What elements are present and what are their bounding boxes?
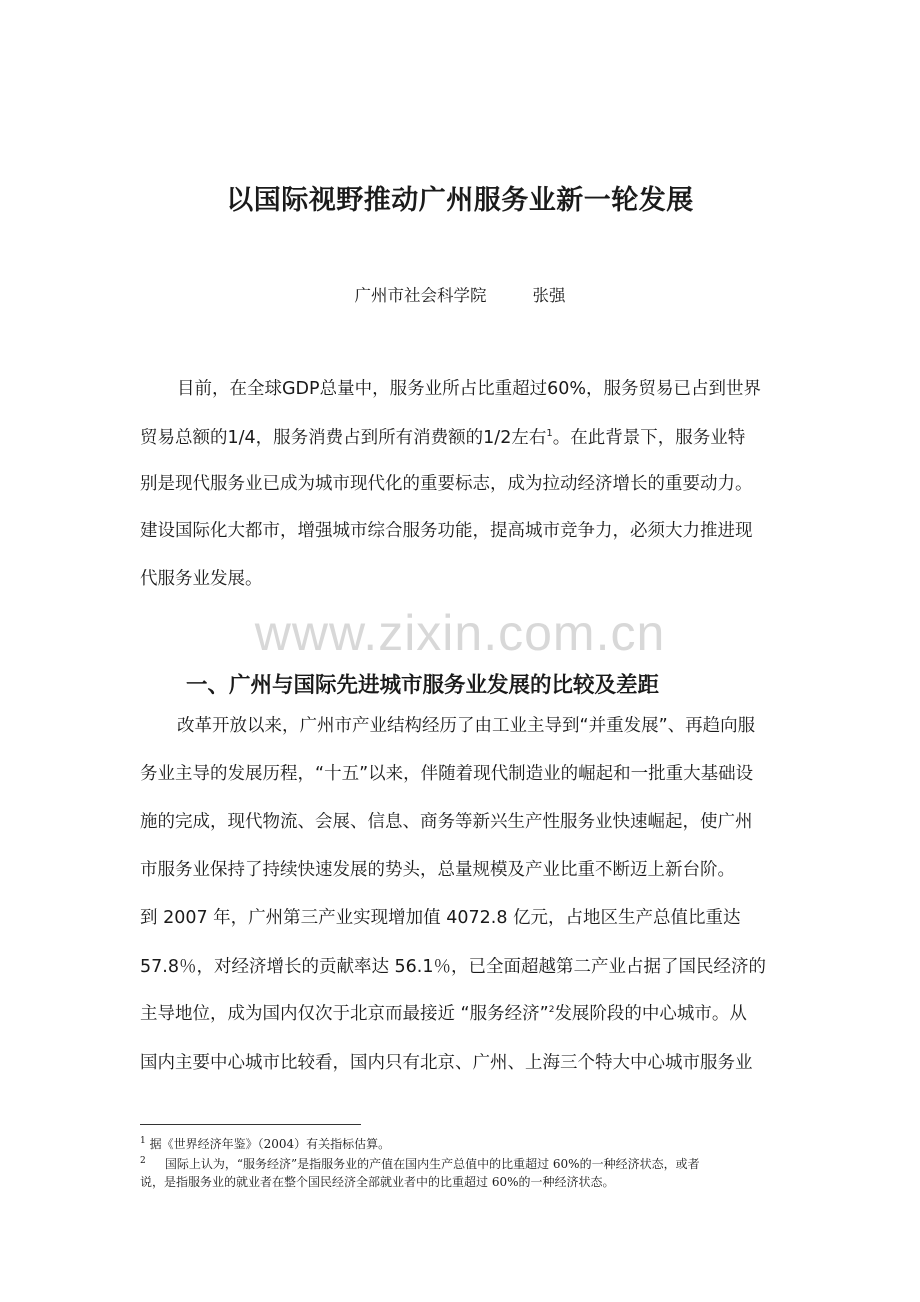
section-heading: 一、广州与国际先进城市服务业发展的比较及差距 xyxy=(186,673,660,698)
text-run: 。在此背景下，服务业特 xyxy=(552,428,746,448)
paragraph-line: 到 2007 年，广州第三产业实现增加值 4072.8 亿元，占地区生产总值比重达 xyxy=(140,908,741,928)
paragraph-line: 务业主导的发展历程，“十五”以来，伴随着现代制造业的崛起和一批重大基础设 xyxy=(140,764,754,784)
watermark: www.zixin.com.cn xyxy=(254,605,666,661)
paragraph-line: 施的完成，现代物流、会展、信息、商务等新兴生产性服务业快速崛起，使广州 xyxy=(140,812,753,832)
text-run: 发展阶段的中心城市。从 xyxy=(554,1004,747,1024)
paragraph-line: 市服务业保持了持续快速发展的势头，总量规模及产业比重不断迈上新台阶。 xyxy=(140,860,735,880)
footnote-ref-2[interactable]: 2 xyxy=(548,1005,555,1016)
paragraph-line: 目前，在全球GDP总量中，服务业所占比重超过60%，服务贸易已占到世界 xyxy=(177,379,761,399)
footnote-text: 据《世界经济年鉴》（2004）有关指标估算。 xyxy=(149,1137,391,1151)
paragraph-line: 代服务业发展。 xyxy=(140,569,263,589)
paragraph-line: 别是现代服务业已成为城市现代化的重要标志，成为拉动经济增长的重要动力。 xyxy=(140,474,753,494)
footnote-2 xyxy=(140,1155,700,1173)
paragraph-line: 国内主要中心城市比较看，国内只有北京、广州、上海三个特大中心城市服务业 xyxy=(140,1053,753,1073)
document-title: 以国际视野推动广州服务业新一轮发展 xyxy=(226,185,694,216)
footnote-2-continued: 说，是指服务业的就业者在整个国民经济全部就业者中的比重超过 60%的一种经济状态。 xyxy=(140,1175,615,1189)
paragraph-line xyxy=(140,426,745,450)
footnote-mark: 1 xyxy=(140,1136,146,1146)
footnote-text: 国际上认为，“服务经济”是指服务业的产值在国内生产总值中的比重超过 60%的一种经济状态，或者 xyxy=(164,1157,700,1171)
byline-author: 张强 xyxy=(532,286,566,305)
footnote-1 xyxy=(140,1135,390,1153)
paragraph-line xyxy=(140,1002,747,1026)
text-run: 主导地位，成为国内仅次于北京而最接近 “服务经济” xyxy=(140,1004,549,1024)
paragraph-line: 改革开放以来，广州市产业结构经历了由工业主导到“并重发展”、再趋向服 xyxy=(177,716,756,736)
byline xyxy=(0,282,920,306)
text-run: 贸易总额的1/4，服务消费占到所有消费额的1/2左右 xyxy=(140,428,547,448)
footnote-divider xyxy=(140,1124,361,1125)
paragraph-line: 建设国际化大都市，增强城市综合服务功能，提高城市竞争力，必须大力推进现 xyxy=(140,521,753,541)
paragraph-line: 57.8％，对经济增长的贡献率达 56.1％，已全面超越第二产业占据了国民经济的 xyxy=(140,957,766,977)
byline-institution: 广州市社会科学院 xyxy=(354,286,487,305)
footnote-ref-1[interactable]: 1 xyxy=(546,428,553,440)
footnote-mark: 2 xyxy=(140,1156,146,1166)
